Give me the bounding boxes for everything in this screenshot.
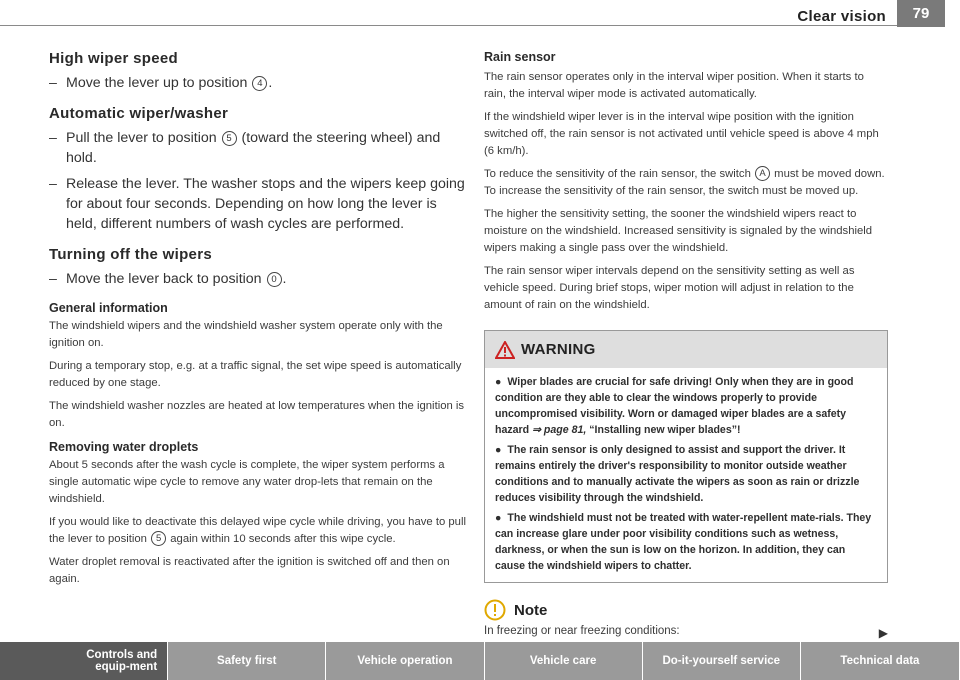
- warning-header: [485, 331, 887, 368]
- tab-label: Vehicle operation: [357, 655, 453, 667]
- left-column: [49, 50, 467, 594]
- continue-arrow-icon: ▶: [878, 626, 888, 640]
- text-end: “Installing new wiper blades”!: [586, 424, 741, 436]
- warning-item-2: [495, 442, 877, 506]
- droplets-paragraph-3: Water droplet removal is reactivated after the ignition is switched off and then on again.: [49, 556, 450, 585]
- rain-paragraph-5: The rain sensor wiper intervals depend on the sensitivity setting as well as vehicle speed. During brief stops, wiper motion will adjust in relation to the amount of rain on the windshield.: [484, 265, 855, 311]
- step-auto-release: – Release the lever. The washer stops and the wipers keep going for about four seconds. Depending on how long the lever is held, different numbers of wash cycles are performed.: [49, 174, 467, 234]
- heading-general-information: General information: [49, 301, 168, 315]
- warning-item-3: [495, 510, 877, 574]
- page-81-link[interactable]: ⇒ page 81,: [532, 424, 587, 436]
- warning-item-1: [495, 374, 877, 438]
- bullet: ●: [495, 512, 502, 524]
- text-end: must be moved down. To increase the sensitivity of the rain sensor, the switch must be moved up.: [484, 168, 885, 197]
- tab-do-it-yourself-service[interactable]: [643, 642, 800, 680]
- page-number: 79: [897, 0, 945, 27]
- general-paragraph-2: During a temporary stop, e.g. at a traffic signal, the set wipe speed is automatically reduced by one stage.: [49, 360, 462, 389]
- warning-body: [485, 368, 887, 582]
- right-column: [484, 50, 888, 640]
- page-title: Clear vision: [797, 8, 886, 25]
- position-5-marker: 5: [222, 131, 237, 146]
- tab-label: Safety first: [217, 655, 277, 667]
- tab-vehicle-operation[interactable]: [326, 642, 483, 680]
- tab-label: Controls and equip-ment: [86, 649, 158, 673]
- step-text: Move the lever up to position: [66, 75, 252, 91]
- note-exclamation-icon: [484, 599, 506, 621]
- header-rule: [0, 25, 905, 26]
- step-text-end: (toward the steering wheel) and hold.: [66, 130, 441, 166]
- rain-paragraph-4: The higher the sensitivity setting, the sooner the windshield wipers react to moisture on the windshield. Increased sensitivity is signaled by the windshield wipers making a single pass over the windshield.: [484, 208, 873, 254]
- step-off: [49, 269, 467, 289]
- tab-safety-first[interactable]: [168, 642, 325, 680]
- note-body: In freezing or near freezing conditions:: [484, 625, 680, 637]
- bullet: ●: [495, 376, 502, 388]
- heading-high-wiper-speed: High wiper speed: [49, 50, 178, 67]
- droplets-paragraph-2: [49, 514, 467, 548]
- note-title: Note: [514, 601, 548, 619]
- position-0-marker: 0: [267, 272, 282, 287]
- heading-removing-water-droplets: Removing water droplets: [49, 440, 199, 454]
- text: If you would like to deactivate this delayed wipe cycle while driving, you have to pull the lever to position: [49, 516, 466, 545]
- rain-paragraph-3: [484, 166, 888, 200]
- rain-paragraph-1: The rain sensor operates only in the interval wiper position. When it starts to rain, the interval wiper mode is activated automatically.: [484, 71, 864, 100]
- step-text: Pull the lever to position: [66, 130, 221, 146]
- tab-controls-and-equipment[interactable]: [0, 642, 167, 680]
- warning-title: WARNING: [521, 341, 596, 358]
- tab-label: Do-it-yourself service: [662, 655, 781, 667]
- droplets-paragraph-1: About 5 seconds after the wash cycle is complete, the wiper system performs a single automatic wipe cycle to remove any water drop-lets that remain on the windshield.: [49, 459, 445, 505]
- position-5-marker: 5: [151, 531, 166, 546]
- footer-nav: [0, 642, 960, 680]
- step-auto-pull: [49, 128, 467, 168]
- general-paragraph-1: The windshield wipers and the windshield washer system operate only with the ignition on.: [49, 320, 443, 349]
- step-text-end: .: [268, 75, 273, 91]
- step-text: Move the lever back to position: [66, 271, 266, 287]
- note-header: [484, 599, 888, 621]
- general-paragraph-3: The windshield washer nozzles are heated at low temperatures when the ignition is on.: [49, 400, 465, 429]
- text-end: again within 10 seconds after this wipe cycle.: [167, 533, 396, 545]
- tab-label: Technical data: [840, 655, 920, 667]
- warning-box: [484, 330, 888, 583]
- text: The windshield must not be treated with water-repellent mate-rials. They can increase glare under poor visibility conditions such as wetness, darkness, or when the sun is low on the horizon. In addition, they can cause the windshield wipers to chatter.: [495, 512, 872, 572]
- step-high-speed: [49, 73, 467, 93]
- note-text: [484, 625, 888, 640]
- tab-label: Vehicle care: [529, 655, 597, 667]
- text: The rain sensor is only designed to assist and support the driver. It remains entirely the driver's responsibility to monitor outside weather conditions and to manually activate the wipers as soon as rain or drizzle reduces visibility through the windshield.: [495, 444, 860, 504]
- tab-technical-data[interactable]: [801, 642, 959, 680]
- text: To reduce the sensitivity of the rain sensor, the switch: [484, 168, 755, 180]
- switch-a-marker: A: [755, 166, 770, 181]
- position-4-marker: 4: [252, 76, 267, 91]
- heading-automatic-wiper-washer: Automatic wiper/washer: [49, 105, 229, 122]
- bullet: ●: [495, 444, 502, 456]
- tab-vehicle-care[interactable]: [485, 642, 642, 680]
- text: Wiper blades are crucial for safe driving! Only when they are in good condition are they able to clear the windows properly to provide uncompromised visibility. Worn or damaged wiper blades are a safety hazard: [495, 376, 854, 436]
- rain-paragraph-2: If the windshield wiper lever is in the interval wipe position with the ignition switched off, the rain sensor is not activated until vehicle speed is above 4 mph (6 km/h).: [484, 111, 879, 157]
- heading-turning-off-wipers: Turning off the wipers: [49, 246, 212, 263]
- heading-rain-sensor: Rain sensor: [484, 50, 556, 64]
- step-text-end: .: [282, 271, 287, 287]
- warning-triangle-icon: [495, 341, 515, 359]
